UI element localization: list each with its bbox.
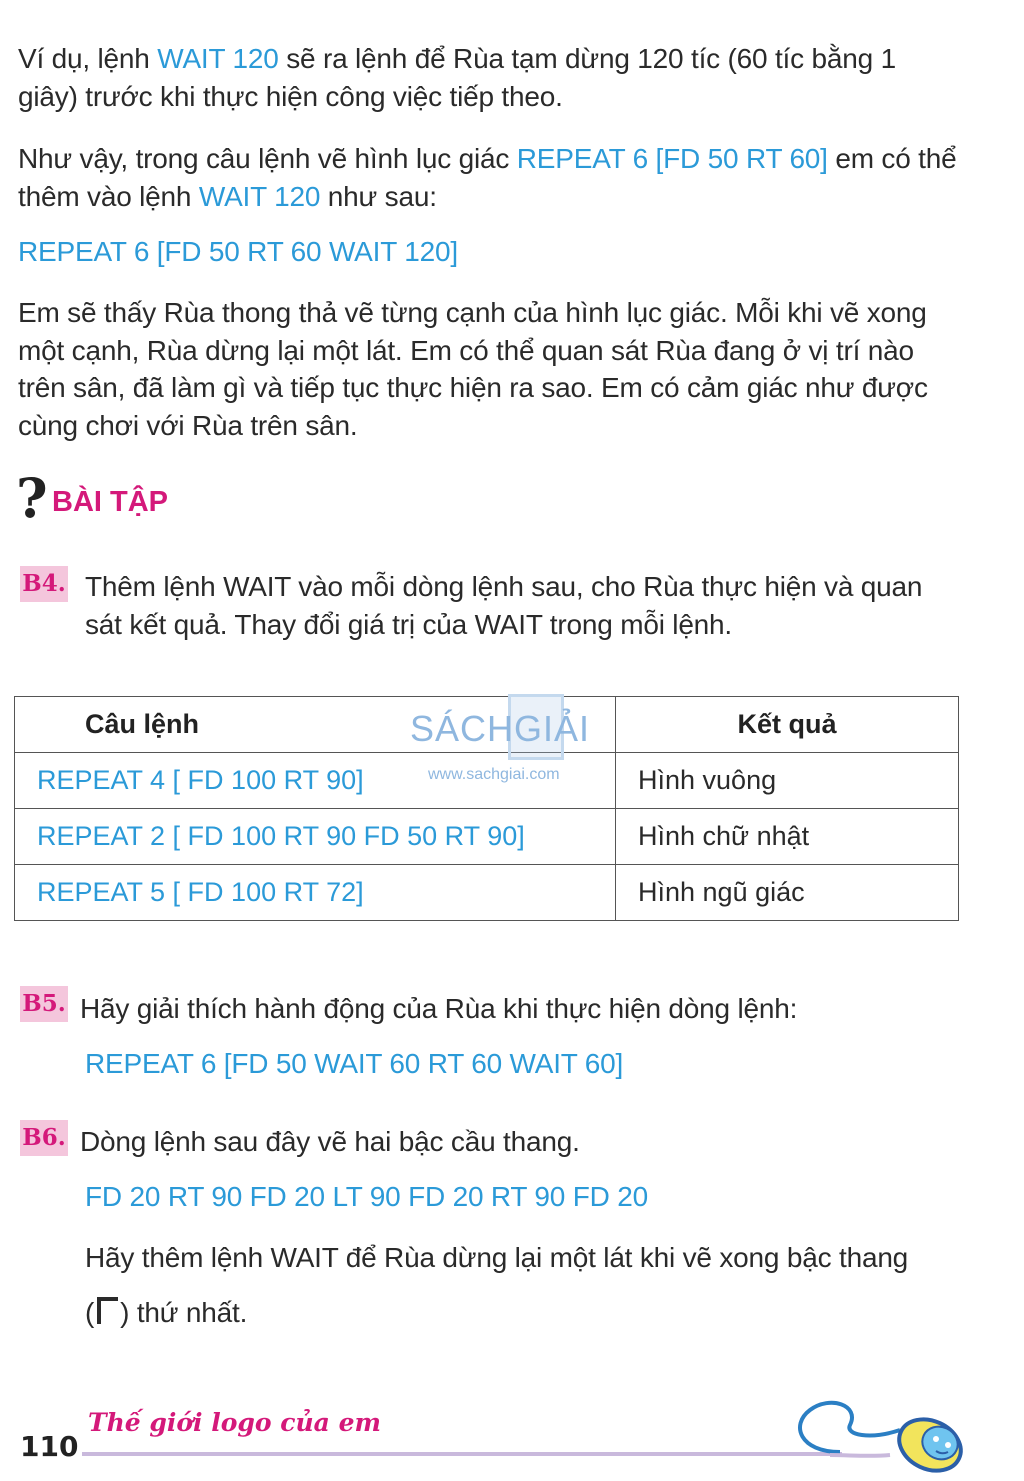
intro-text: sẽ ra lệnh để Rùa tạm dừng 120 tíc (60 tíc bằng 1 giây) trước khi thực hiện công việc tiếp theo.: [18, 43, 896, 112]
table-header-command: Câu lệnh: [15, 697, 616, 753]
watermark-title-b: GIẢI: [514, 708, 591, 749]
exercise-text-b6-line3: [85, 1294, 965, 1332]
footer-divider: [82, 1452, 842, 1456]
table-row: [15, 809, 959, 865]
table-header-result: Kết quả: [616, 697, 959, 753]
stair-step-icon: [94, 1295, 120, 1325]
table-row: [15, 753, 959, 809]
table-header-row: [15, 697, 959, 753]
table-cell-command: REPEAT 5 [ FD 100 RT 72]: [15, 865, 616, 921]
watermark-title-a: SÁCH: [410, 708, 515, 749]
table-cell-result: Hình chữ nhật: [616, 809, 959, 865]
intro-text: em có thể thêm vào lệnh: [18, 143, 957, 212]
wait-command: WAIT 120: [157, 43, 279, 74]
exercise-code-b6: FD 20 RT 90 FD 20 LT 90 FD 20 RT 90 FD 20: [85, 1181, 648, 1212]
wait-command: WAIT 120: [198, 180, 321, 212]
table-cell-command: REPEAT 2 [ FD 100 RT 90 FD 50 RT 90]: [15, 809, 616, 865]
exercise-text-b6: Dòng lệnh sau đây vẽ hai bậc cầu thang.: [80, 1126, 580, 1157]
command-result-table: [14, 696, 959, 921]
hexagon-command: REPEAT 6 [FD 50 RT 60]: [516, 143, 828, 174]
exercise-code-b5: REPEAT 6 [FD 50 WAIT 60 RT 60 WAIT 60]: [85, 1048, 624, 1079]
intro-paragraph-3: Em sẽ thấy Rùa thong thả vẽ từng cạnh của hình lục giác. Mỗi khi vẽ xong một cạnh, Rùa dừng lại một lát. Em có thể quan sát Rùa đang ở vị trí nào trên sân, đã làm gì và tiếp tục thực hiện ra sao. Em có cảm giác như được cùng chơi với Rùa trên sân.: [18, 297, 928, 441]
intro-text: Ví dụ, lệnh: [18, 43, 158, 74]
intro-paragraph-2: [18, 140, 963, 215]
exercise-text-b5: Hãy giải thích hành động của Rùa khi thực hiện dòng lệnh:: [80, 993, 798, 1024]
page-number: 110: [20, 1430, 79, 1463]
exercise-label-b4: B4.: [20, 566, 68, 602]
table-row: [15, 865, 959, 921]
paren-open: (: [85, 1297, 95, 1328]
exercise-text-b6-line2: Hãy thêm lệnh WAIT để Rùa dừng lại một lát khi vẽ xong bậc thang: [85, 1242, 909, 1273]
example-code-line: REPEAT 6 [FD 50 RT 60 WAIT 120]: [18, 236, 458, 267]
intro-paragraph-1: [18, 40, 963, 115]
table-cell-result: Hình ngũ giác: [616, 865, 959, 921]
intro-text: như sau:: [320, 180, 437, 212]
exercise-label-b6: B6.: [20, 1120, 68, 1156]
table-cell-command: REPEAT 4 [ FD 100 RT 90]: [15, 753, 616, 809]
question-mark-icon: ?: [16, 466, 48, 530]
paren-close-text: ) thứ nhất.: [120, 1297, 248, 1328]
table-cell-result: Hình vuông: [616, 753, 959, 809]
book-title: Thế giới logo của em: [88, 1408, 381, 1437]
watermark-url: www.sachgiai.com: [428, 766, 560, 783]
exercise-label-b5: B5.: [20, 986, 68, 1022]
computer-mouse-icon: [790, 1385, 970, 1481]
exercise-text-b4: Thêm lệnh WAIT vào mỗi dòng lệnh sau, cho Rùa thực hiện và quan sát kết quả. Thay đổi giá trị của WAIT trong mỗi lệnh.: [85, 571, 923, 640]
section-title: BÀI TẬP: [52, 486, 168, 518]
intro-text: Như vậy, trong câu lệnh vẽ hình lục giác: [18, 143, 517, 174]
